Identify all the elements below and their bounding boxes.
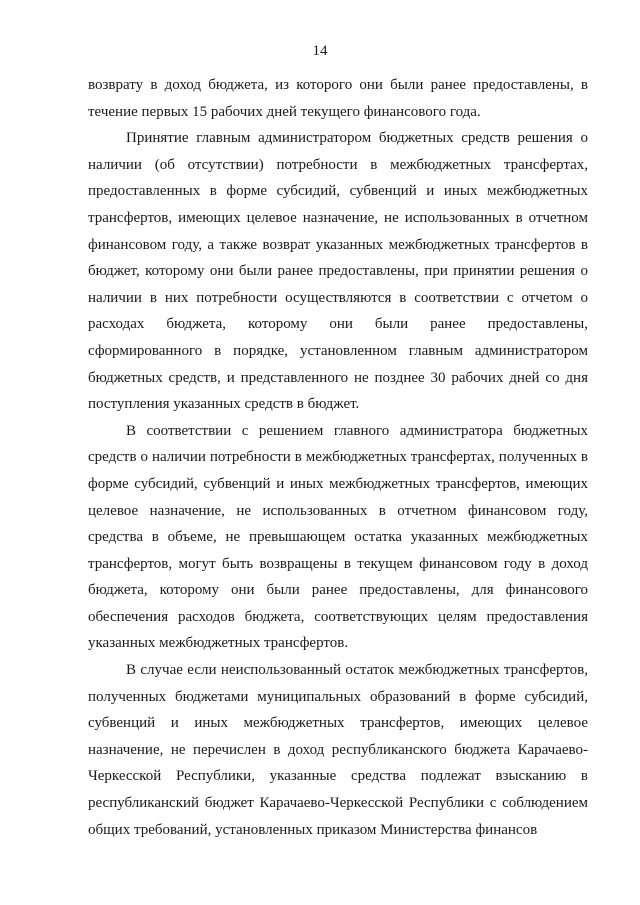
page-number: 14 bbox=[312, 43, 328, 59]
paragraph-2: Принятие главным администратором бюджетных средств решения о наличии (об отсутствии) потребности в межбюджетных трансфертах, предоставленных в форме субсидий, субвенций и иных межбюджетных трансфертов, имеющих целевое назначение, не использованных в отчетном финансовом году, а также возврат указанных межбюджетных трансфертов в бюджет, которому они были ранее предоставлены, при принятии решения о наличии в них потребности осуществляются в соответствии с отчетом о расходах бюджета, которому они были ранее предоставлены, сформированного в порядке, установленном главным администратором бюджетных средств, и представленного не позднее 30 рабочих дней со дня поступления указанных средств в бюджет. bbox=[88, 130, 588, 413]
paragraph-3: В соответствии с решением главного администратора бюджетных средств о наличии потребности в межбюджетных трансфертах, полученных в форме субсидий, субвенций и иных межбюджетных трансфертов, имеющих целевое назначение, не использованных в отчетном финансовом году, средства в объеме, не превышающем остатка указанных межбюджетных трансфертов, могут быть возвращены в текущем финансовом году в доход бюджета, которому они были ранее предоставлены, для финансового обеспечения расходов бюджета, соответствующих целям предоставления указанных межбюджетных трансфертов. bbox=[88, 422, 588, 652]
paragraph-4: В случае если неиспользованный остаток межбюджетных трансфертов, полученных бюджетами муниципальных образований в форме субсидий, субвенций и иных межбюджетных трансфертов, имеющих целевое назначение, не перечислен в доход республиканского бюджета Карачаево-Черкесской Республики, указанные средства подлежат взысканию в республиканский бюджет Карачаево-Черкесской Республики с соблюдением общих требований, установленных приказом Министерства финансов bbox=[88, 662, 588, 838]
paragraph-continuation: возврату в доход бюджета, из которого они были ранее предоставлены, в течение первых 15 рабочих дней текущего финансового года. bbox=[88, 77, 588, 120]
document-body bbox=[88, 72, 588, 843]
